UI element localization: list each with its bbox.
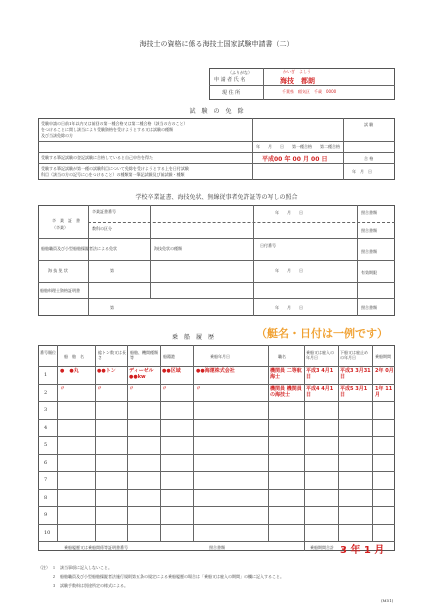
exam-row2-right: 合 格: [364, 156, 374, 161]
career-cell-owner: ●●海運株式会社: [196, 368, 235, 374]
exam-row3-b: 科目（該当の方の記号に○をつけること）の種類第一筆記試験及び前試験・種類: [41, 172, 185, 177]
license-sub: 海技免状の種類: [154, 246, 182, 251]
divider: [252, 118, 253, 180]
career-cell-to: 平成5 3月1日: [340, 385, 368, 398]
row-number: 3: [44, 407, 48, 413]
exam-row2-value: 平成00 年 00 月 00 日: [262, 156, 328, 163]
license-sub: 第: [110, 305, 114, 310]
license-heading: 学校卒業証書、海技免状、無線従事者免許証等の写しの照合: [135, 194, 298, 201]
divider: [57, 345, 58, 541]
header-type: 船舶、機関種類等: [130, 350, 158, 360]
applicant-name-label: 申 請 者 氏 名: [214, 77, 246, 83]
header-rank: 職名: [278, 354, 286, 359]
example-note: （艇名・日付は一例です）: [256, 327, 388, 340]
exam-row3-a: 受験する筆記試験が第一種の試験科目について免除を受けようとする上を日付試験: [41, 166, 189, 171]
career-cell-term: 2年 0月: [375, 368, 394, 374]
row-number: 5: [44, 442, 48, 448]
header-port: 船籍港: [163, 354, 175, 359]
career-cell-rank: 機関員 機関員の海技士: [270, 385, 302, 398]
address-value: 千葉県 稲気区 千歳 0000: [282, 89, 337, 94]
divider: [38, 260, 395, 261]
header-no: 番号順位: [40, 350, 56, 355]
license-sub: 卒業証書番号: [92, 209, 116, 214]
divider: [253, 205, 254, 316]
license-check: 照合書類: [361, 249, 377, 254]
license-row-label: 海 技 免 状: [48, 268, 68, 273]
form-code: (M51): [381, 598, 394, 603]
exam-row1-c: 及び当該免除の方: [41, 133, 73, 138]
divider: [38, 384, 395, 385]
divider: [38, 419, 395, 420]
career-cell-to: 平成3 3月31日: [340, 368, 371, 380]
note-1: （注） １ 該当事項に記入しないこと。: [38, 565, 112, 570]
career-cell-term: 1年 11月: [375, 385, 393, 398]
divider: [304, 345, 305, 551]
career-cell-tonnage: ●●トン: [97, 368, 116, 374]
header-owner: 乗船年月日: [210, 354, 230, 359]
career-cell-from: 平成3 4月1日: [306, 368, 334, 380]
divider: [88, 222, 395, 223]
divider: [343, 118, 344, 180]
career-cell-port: ●●区域: [162, 368, 181, 374]
applicant-name-value: 海技 都朗: [280, 77, 315, 85]
divider: [263, 68, 264, 100]
license-sub: 第: [110, 268, 114, 273]
footer-total-label: 乗船期間合計: [310, 545, 334, 550]
divider: [38, 282, 395, 283]
divider: [160, 345, 161, 541]
row-number: 2: [44, 389, 48, 396]
career-cell-tonnage: 〃: [97, 385, 103, 392]
divider: [38, 506, 395, 507]
license-row-label: 船舶職員及び小型船舶操縦者法による免状: [41, 246, 117, 251]
row-number: 8: [44, 494, 48, 501]
divider: [38, 141, 395, 142]
header-from: 乗船又は雇入の年月日: [306, 350, 334, 360]
header-term: 乗船期間: [375, 354, 391, 359]
career-cell-port: 〃: [162, 385, 168, 392]
divider: [38, 436, 395, 437]
license-row-label: 船舶料理士資格証明書: [40, 288, 80, 293]
footer-total-value: 3 年 1 月: [340, 545, 385, 556]
row-number: 1: [44, 372, 48, 378]
divider: [38, 163, 395, 164]
header-ship: 船 舶 名: [64, 354, 84, 359]
exam-date-line: 年 月 日 第一種合格 第二種合格: [256, 144, 340, 149]
license-valid: 有効期限: [361, 270, 377, 275]
row-number: 7: [44, 477, 48, 483]
row-number: 10: [44, 529, 51, 536]
career-heading: 乗 船 履 歴: [172, 334, 215, 341]
exam-row1-right: 試 験: [364, 122, 374, 127]
license-note: 日付番号: [260, 243, 276, 248]
divider: [357, 205, 358, 316]
career-cell-rank: 機関員 二等航海士: [270, 368, 302, 380]
exam-row1-a: 受験申請の日前1年以内又は前回の第一種合格又は第二種合格（該当の方のこと）: [41, 121, 188, 126]
divider: [150, 205, 151, 298]
divider: [38, 401, 395, 402]
license-row-label: （卒業）: [52, 225, 68, 230]
license-check: 照合書類: [361, 305, 377, 310]
career-cell-ship: ● ●丸: [60, 368, 79, 374]
note-3: ３ 試験手数料は別途所定の様式による。: [52, 583, 128, 588]
applicant-kana-value: かいぎ よしう: [283, 69, 311, 74]
divider: [193, 345, 194, 541]
divider: [38, 471, 395, 472]
form-title: 海技士の資格に係る海技士国家試験申請書（二）: [139, 40, 294, 48]
header-tonnage: 総トン数又は長さ: [98, 350, 126, 360]
license-row-label: 卒 業 証 書: [52, 218, 80, 223]
divider: [38, 454, 395, 455]
row-number: 6: [44, 459, 48, 466]
exam-row3-right: 年 月 日: [352, 169, 372, 174]
footer-left: 乗船履歴又は乗船関係等証明書番号: [64, 545, 128, 550]
divider: [38, 489, 395, 490]
license-check: 照合書類: [361, 228, 377, 233]
license-check: 照合書類: [361, 210, 377, 215]
career-cell-from: 平成4 4月1日: [306, 385, 334, 398]
kana-label: （ふりがな）: [228, 70, 252, 75]
divider: [38, 298, 395, 299]
divider: [38, 152, 395, 153]
address-label: 現 住 所: [222, 90, 241, 96]
exam-row2-text: 受験する筆記試験の登記試験に合格していると自己申告を得た: [41, 155, 153, 160]
divider: [338, 345, 339, 541]
header-to: 下船又は雇止めの年月日: [340, 350, 368, 360]
career-cell-type: ディーゼル ●●kw: [129, 368, 154, 380]
note-2: ２ 船舶職員及び小型船舶操縦者法施行規則第五条の規定による乗船履歴の場合は「乗船又は雇入の期間」の欄に記入すること。: [52, 574, 284, 579]
exam-heading: 試 験 の 免 除: [189, 108, 244, 115]
divider: [88, 205, 89, 316]
career-cell-ship: 〃: [60, 385, 66, 392]
license-year: 年 月 日: [275, 210, 303, 215]
divider: [127, 345, 128, 541]
row-number: 9: [44, 512, 48, 518]
career-cell-owner: 〃: [196, 385, 202, 392]
license-year: 年 月 日: [275, 268, 303, 273]
divider: [38, 238, 395, 239]
divider: [38, 524, 395, 525]
row-number: 4: [44, 424, 48, 431]
license-year: 年 月 日: [275, 305, 303, 310]
divider: [268, 345, 269, 541]
divider: [372, 345, 373, 541]
divider: [38, 366, 395, 367]
divider: [95, 345, 96, 541]
license-sub: 教科の区分: [92, 226, 112, 231]
career-cell-type: 〃: [129, 385, 135, 392]
footer-mid: 照合書類: [209, 545, 225, 550]
exam-row1-b: をつけることに関し該当により受験資格を受けようとする又は試験の種類: [41, 127, 173, 132]
